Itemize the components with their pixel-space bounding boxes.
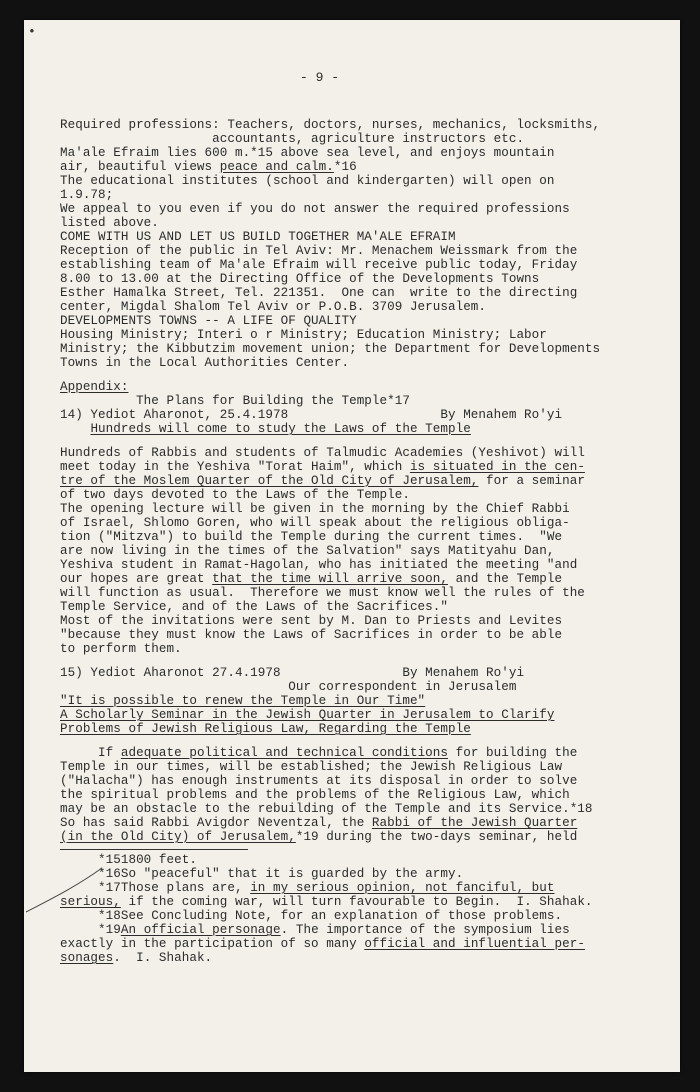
text-line: may be an obstacle to the rebuilding of the Temple and its Service.*18 <box>60 802 593 816</box>
text-line: DEVELOPMENTS TOWNS -- A LIFE OF QUALITY <box>60 314 357 328</box>
text-line: The educational institutes (school and kindergarten) will open on <box>60 174 555 188</box>
text-line: establishing team of Ma'ale Efraim will receive public today, Friday <box>60 258 578 272</box>
text-line: Hundreds will come to study the Laws of the Temple <box>90 422 471 436</box>
text-line: meet today in the Yeshiva "Torat Haim", which is situated in the cen- <box>60 460 585 474</box>
text-line: 14) Yediot Aharonot, 25.4.1978 By Menahem Ro'yi <box>60 408 563 422</box>
text-line: 8.00 to 13.00 at the Directing Office of the Developments Towns <box>60 272 540 286</box>
text-line: center, Migdal Shalom Tel Aviv or P.O.B. 3709 Jerusalem. <box>60 300 487 314</box>
text-line: Ministry; the Kibbutzim movement union; the Department for Developments <box>60 342 601 356</box>
text-line: Esther Hamalka Street, Tel. 221351. One can write to the directing <box>60 286 578 300</box>
text-line: So has said Rabbi Avigdor Neventzal, the Rabbi of the Jewish Quarter <box>60 816 578 830</box>
text-line: air, beautiful views peace and calm.*16 <box>60 160 357 174</box>
text-line: Hundreds of Rabbis and students of Talmudic Academies (Yeshivot) will <box>60 446 585 460</box>
footnote-line: *16So "peaceful" that it is guarded by the army. <box>60 867 464 881</box>
text-line: accountants, agriculture instructors etc. <box>60 132 525 146</box>
text-line: Reception of the public in Tel Aviv: Mr. Menachem Weissmark from the <box>60 244 578 258</box>
pen-stroke-mark <box>24 860 114 920</box>
text-line: the spiritual problems and the problems of the Religious Law, which <box>60 788 570 802</box>
text-line: "because they must know the Laws of Sacrifices in order to be able <box>60 628 563 642</box>
text-line: are now living in the times of the Salvation" says Matityahu Dan, <box>60 544 555 558</box>
text-line: tre of the Moslem Quarter of the Old City of Jerusalem, for a seminar <box>60 474 585 488</box>
corner-mark-dot: • <box>28 24 36 39</box>
appendix-heading: Appendix: <box>60 380 129 394</box>
text-line: Yeshiva student in Ramat-Hagolan, who has initiated the meeting "and <box>60 558 578 572</box>
text-line: The opening lecture will be given in the morning by the Chief Rabbi <box>60 502 570 516</box>
text-line: We appeal to you even if you do not answer the required professions <box>60 202 570 216</box>
text-line: of Israel, Shlomo Goren, who will speak about the religious obliga- <box>60 516 570 530</box>
text-line: Our correspondent in Jerusalem <box>60 680 517 694</box>
footnote-line: sonages. I. Shahak. <box>60 951 213 965</box>
text-line: Most of the invitations were sent by M. Dan to Priests and Levites <box>60 614 563 628</box>
footnote-line: *19An official personage. The importance of the symposium lies <box>60 923 570 937</box>
text-line: our hopes are great that the time will arrive soon, and the Temple <box>60 572 563 586</box>
footnote-separator <box>60 849 248 850</box>
footnote-line: *151800 feet. <box>60 853 197 867</box>
text-line: Temple in our times, will be established; the Jewish Religious Law <box>60 760 563 774</box>
text-line: will function as usual. Therefore we must know well the rules of the <box>60 586 585 600</box>
text-line: 1.9.78; <box>60 188 114 202</box>
footnote-line: exactly in the participation of so many official and influential per- <box>60 937 585 951</box>
text-line: listed above. <box>60 216 159 230</box>
text-line: If adequate political and technical conditions for building the <box>60 746 578 760</box>
text-line: COME WITH US AND LET US BUILD TOGETHER MA'ALE EFRAIM <box>60 230 456 244</box>
text-line: Housing Ministry; Interi o r Ministry; Education Ministry; Labor <box>60 328 547 342</box>
text-line: (in the Old City) of Jerusalem,*19 during the two-days seminar, held <box>60 830 578 844</box>
footnote-line: serious, if the coming war, will turn favourable to Begin. I. Shahak. <box>60 895 593 909</box>
text-line: "It is possible to renew the Temple in Our Time" <box>60 694 426 708</box>
text-line: 15) Yediot Aharonot 27.4.1978 By Menahem Ro'yi <box>60 666 525 680</box>
text-line: Required professions: Teachers, doctors, nurses, mechanics, locksmiths, <box>60 118 601 132</box>
text-line: A Scholarly Seminar in the Jewish Quarter in Jerusalem to Clarify <box>60 708 555 722</box>
text-line: of two days devoted to the Laws of the Temple. <box>60 488 410 502</box>
text-line: ("Halacha") has enough instruments at its disposal in order to solve <box>60 774 578 788</box>
text-line: to perform them. <box>60 642 182 656</box>
text-line: Temple Service, and of the Laws of the Sacrifices." <box>60 600 448 614</box>
text-line: Towns in the Local Authorities Center. <box>60 356 350 370</box>
text-line: Problems of Jewish Religious Law, Regarding the Temple <box>60 722 471 736</box>
footnote-line: *18See Concluding Note, for an explanation of those problems. <box>60 909 563 923</box>
page-number: - 9 - <box>300 70 340 85</box>
text-line: tion ("Mitzva") to build the Temple during the current times. "We <box>60 530 563 544</box>
text-line: The Plans for Building the Temple*17 <box>60 394 410 408</box>
footnote-line: *17Those plans are, in my serious opinion, not fanciful, but <box>60 881 555 895</box>
text-line: Ma'ale Efraim lies 600 m.*15 above sea level, and enjoys mountain <box>60 146 555 160</box>
